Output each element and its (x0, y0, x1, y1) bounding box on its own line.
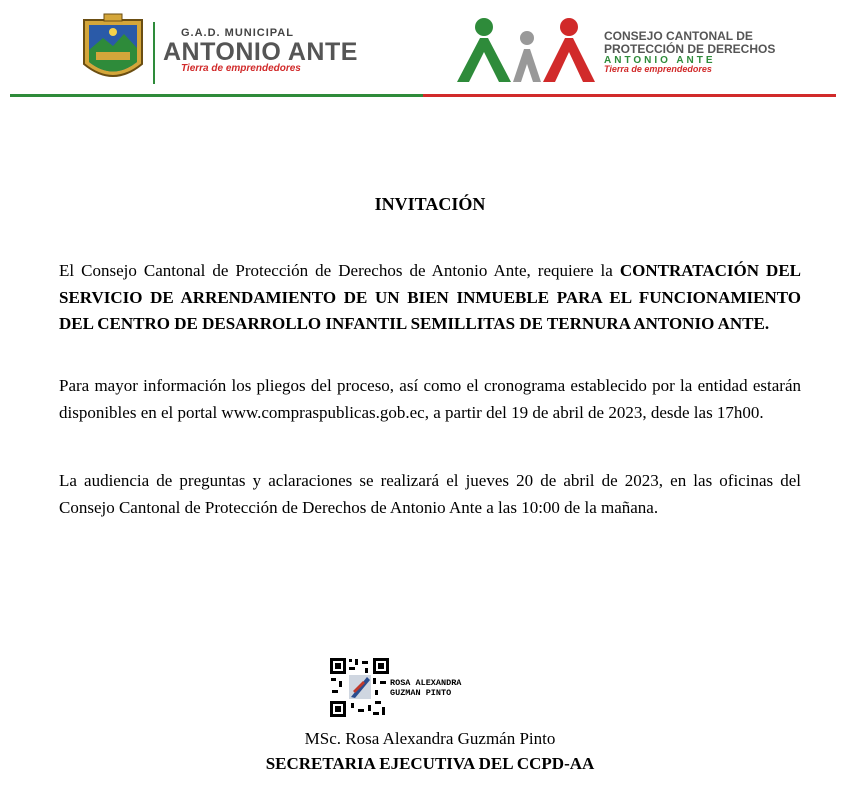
gad-name: ANTONIO ANTE (163, 38, 358, 66)
signer-name: MSc. Rosa Alexandra Guzmán Pinto (304, 729, 556, 748)
gad-municipal-label: G.A.D. MUNICIPAL (181, 27, 294, 39)
gad-divider (153, 22, 155, 84)
paragraph-hearing: La audiencia de preguntas y aclaraciones se realizará el jueves 20 de abril de 2023, en las oficinas del Consejo Cantonal de Protección de Derechos de Antonio Ante a las 10:00 de la mañana. (59, 471, 801, 517)
document-title: INVITACIÓN (374, 194, 486, 214)
signature-qr-label (390, 678, 461, 698)
paragraph-intro: El Consejo Cantonal de Protección de Derechos de Antonio Ante, requiere la (59, 261, 613, 280)
council-figures-logo (455, 16, 600, 84)
contract-object: CONTRATACIÓN DEL SERVICIO DE ARRENDAMIENTO DE UN BIEN INMUEBLE PARA EL FUNCIONAMIENTO DEL CENTRO DE DESARROLLO INFANTIL SEMILLITAS DE TERNURA ANTONIO ANTE. (59, 261, 802, 333)
council-name-line3: ANTONIO ANTE (604, 55, 716, 66)
municipal-shield-logo (78, 12, 148, 88)
gad-tagline: Tierra de emprendedores (181, 63, 301, 74)
paragraph-information: Para mayor información los pliegos del proceso, así como el cronograma establecido por la entidad estarán disponibles en el portal www.compraspublicas.gob.ec, a partir del 19 de abril de 2023, desde las 17h00. (59, 376, 801, 422)
header-rule (10, 94, 836, 97)
signer-role: SECRETARIA EJECUTIVA DEL CCPD-AA (265, 754, 595, 773)
council-name-line1: CONSEJO CANTONAL DE (604, 29, 753, 43)
council-tagline: Tierra de emprendedores (604, 64, 712, 74)
qr-label-line1: ROSA ALEXANDRA (390, 678, 462, 688)
council-name-line2: PROTECCIÓN DE DERECHOS (604, 42, 776, 56)
qr-label-line2: GUZMAN PINTO (390, 688, 452, 698)
paragraph-requirement (59, 258, 801, 338)
letterhead (0, 0, 849, 100)
signature-qr-code (329, 657, 390, 718)
